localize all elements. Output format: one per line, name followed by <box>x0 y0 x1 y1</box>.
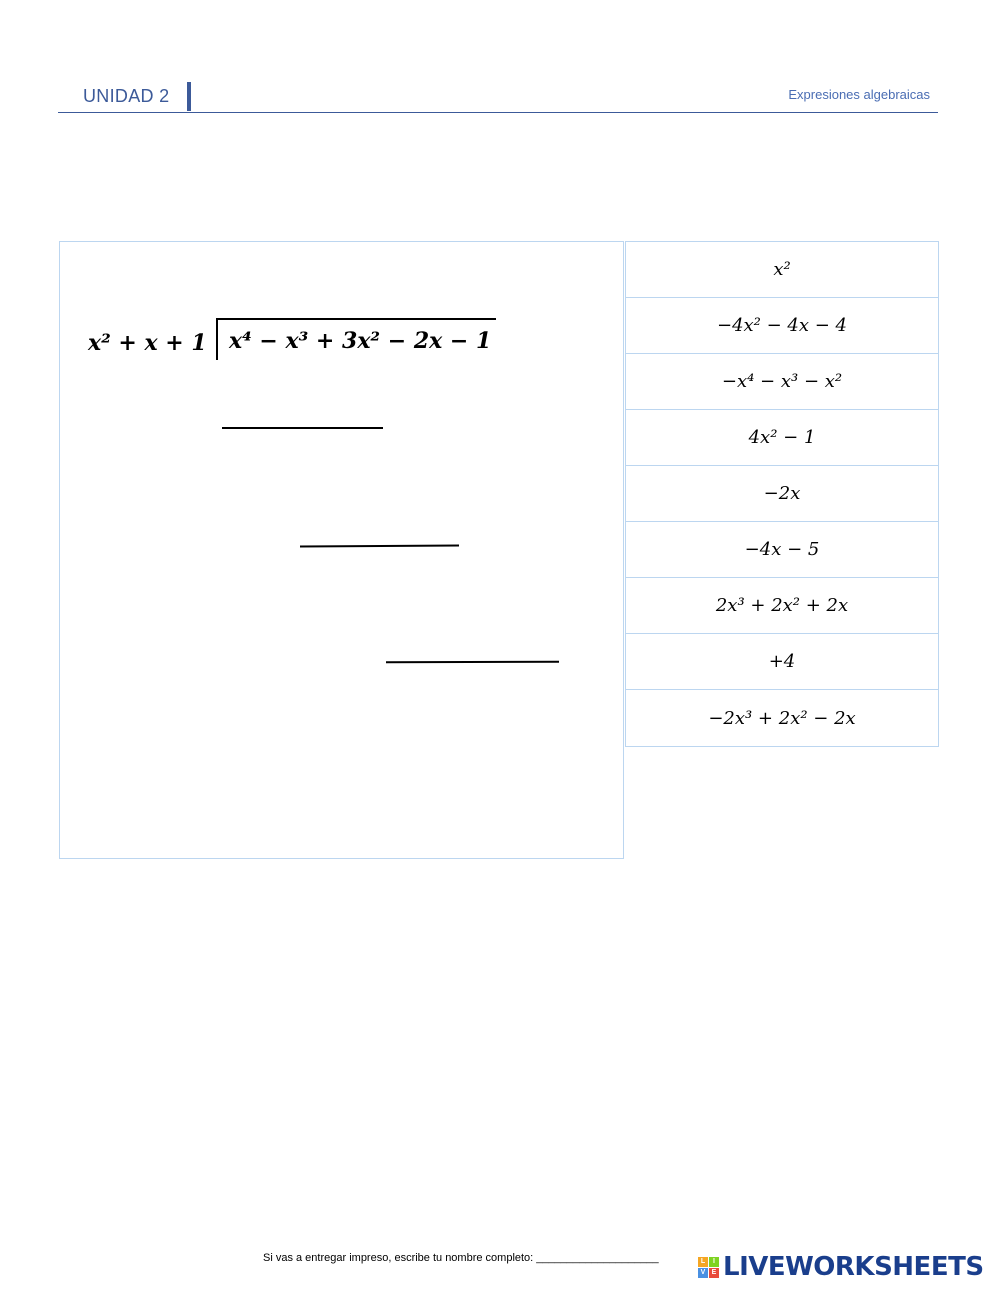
logo-letter: I <box>709 1257 719 1267</box>
liveworksheets-logo-icon <box>698 1257 719 1278</box>
option-tile[interactable]: −x⁴ − x³ − x² <box>626 354 938 410</box>
option-tile[interactable]: 2x³ + 2x² + 2x <box>626 578 938 634</box>
header-rule <box>58 112 938 113</box>
option-tile[interactable]: +4 <box>626 634 938 690</box>
option-tile[interactable]: −2x <box>626 466 938 522</box>
subtraction-line-1 <box>222 427 383 429</box>
logo-letter: V <box>698 1268 708 1278</box>
unit-label: UNIDAD 2 <box>83 86 170 106</box>
logo-letter: L <box>698 1257 708 1267</box>
divisor-expression: x² + x + 1 <box>88 330 207 356</box>
liveworksheets-brand[interactable] <box>698 1254 984 1280</box>
header-divider <box>187 82 191 111</box>
logo-letter: E <box>709 1268 719 1278</box>
footer-instruction: Si vas a entregar impreso, escribe tu nombre completo: ____________________ <box>263 1252 659 1264</box>
brand-name: LIVEWORKSHEETS <box>723 1252 984 1282</box>
option-tile[interactable]: −4x² − 4x − 4 <box>626 298 938 354</box>
answer-options <box>625 241 939 747</box>
option-tile[interactable]: x² <box>626 242 938 298</box>
dividend-expression: x⁴ − x³ + 3x² − 2x − 1 <box>229 328 492 354</box>
option-tile[interactable]: −2x³ + 2x² − 2x <box>708 707 856 729</box>
option-tile[interactable]: −4x − 5 <box>626 522 938 578</box>
option-tile[interactable]: 4x² − 1 <box>626 410 938 466</box>
topic-label: Expresiones algebraicas <box>788 87 930 102</box>
